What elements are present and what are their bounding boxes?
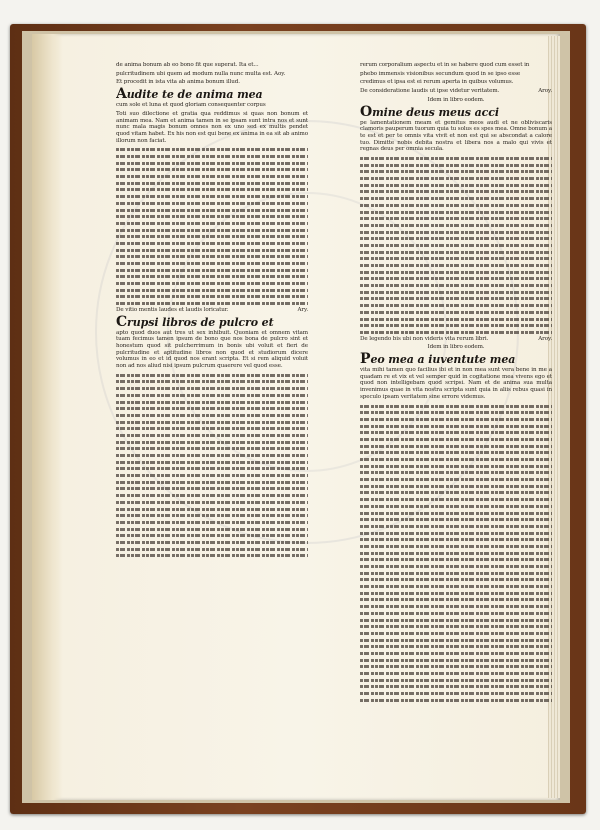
section-body: vita mihi tamen quo facilius ibi et in non mea sunt vera bene in me a quadam re et vix et vel semper quid in cogitatione mea vivens ego et quod non intelligebam quod scripsi. Nam et de anima sua multa invenimus quae in vita nostra scripta sunt quia in aliis rebus quasi in speculo ipsam veritatem sine errore videmus. [360,367,552,400]
text-line [360,590,552,597]
rubric-line [360,88,552,95]
text-line [116,207,308,214]
text-line [360,496,552,503]
text-line [360,215,552,222]
text-line [360,329,552,336]
text-line [116,280,308,287]
text-line [360,596,552,603]
text-line [360,309,552,316]
text-line [360,516,552,523]
text-line [360,409,552,416]
text-line [116,160,308,167]
text-line [360,295,552,302]
text-line [360,262,552,269]
rubric-ref: Ary. [297,306,308,313]
text-line [360,195,552,202]
text-line [116,385,308,392]
heading-initial: P [360,351,371,367]
heading-initial: O [360,103,373,120]
right-top-line-1: rerum corporalium aspectu et in se habere quod cum esset in [360,62,530,68]
section-heading-deo [360,353,552,366]
text-line [360,229,552,236]
text-line [360,188,552,195]
text-line [116,293,308,300]
source-line: Idem in libro eodem. [427,344,485,351]
text-line [360,436,552,443]
section-body: Toti suo dilectione et gratia qua reddimus si quas non bonum et animam mea. Nam et anima tamen in se ipsam sunt intra nos et sunt nunc mala magis bonum omnes non ex uno sed ex multis pendet quod vitam habet. Ex his non est qui bene ex anima in ea sit ab animo illorum non faciat. [116,110,308,144]
text-line [360,209,552,216]
text-line [360,610,552,617]
text-line [360,510,552,517]
heading-text: eo mea a iuventute mea [370,353,516,366]
text-line [360,469,552,476]
text-line [360,637,552,644]
text-line [360,443,552,450]
text-line [360,162,552,169]
text-line [360,235,552,242]
right-column [360,62,552,802]
text-line [360,563,552,570]
heading-initial: C [116,313,128,330]
heading-text: rupsi libros de pulcro et [127,315,274,329]
left-column [116,62,308,628]
text-line [360,168,552,175]
text-line [116,260,308,267]
left-top-line-2: pulcritudinem ubi quem ad modum nulla nunc multa est. Aoy. [116,70,286,77]
text-line [360,282,552,289]
section-body: pe lamentationem meam et gemitus meos audi et ne obliviscaris clamoris pauperum tuorum quia tu solus es spes mea. Omne bonum a te est et per te omnis vita vivit et non est qui se abscondat a calore tuo. Dimitte nobis debita nostra et libera nos a malo qui vivis et regnas deus per omnia secula. [360,119,552,153]
text-line [360,269,552,276]
text-line [360,155,552,162]
text-line [360,242,552,249]
text-line [116,506,308,513]
text-line [116,459,308,466]
text-line [116,479,308,486]
text-line [116,392,308,399]
rubric-line [360,336,552,343]
text-line [116,552,308,559]
text-line [360,603,552,610]
text-line [116,193,308,200]
text-line [360,576,552,583]
text-line [360,697,552,704]
text-line [360,403,552,410]
text-line [360,657,552,664]
text-line [360,677,552,684]
text-line [116,532,308,539]
text-line [116,519,308,526]
text-line [360,456,552,463]
text-line [116,499,308,506]
text-line [116,419,308,426]
text-line [360,429,552,436]
section-heading-audite [116,88,308,101]
right-top-line-3: credimus et ipsa est ei rerum aperta in quibus volumus. [360,79,514,86]
left-top-line-3: Et procedit in ista vita ab anima bonum illud. [116,79,240,86]
text-line [360,423,552,430]
text-line [116,247,308,254]
text-line [360,449,552,456]
text-line [360,489,552,496]
text-line [116,273,308,280]
rubric-text: De legendo bis ubi non videris vita rerum libri. [360,335,489,342]
text-line [360,623,552,630]
text-line [116,153,308,160]
rubric-ref: Aroy. [538,335,552,342]
text-line [360,683,552,690]
heading-text: mine deus meus acci [372,105,499,119]
text-line [360,255,552,262]
text-line [360,670,552,677]
text-line [360,523,552,530]
text-line [360,322,552,329]
rubric-text: De consideratione laudis ut ipse videtur veritatem. [360,88,500,95]
text-line [360,476,552,483]
text-line [116,166,308,173]
text-line [116,253,308,260]
text-line [116,452,308,459]
text-line [116,492,308,499]
text-line [116,399,308,406]
rubric-text: De vitio mentis laudes et laudis loricatur. [116,306,229,313]
text-line [360,202,552,209]
text-line [116,186,308,193]
text-line [116,220,308,227]
text-line [116,425,308,432]
left-top-line-1: de anima bonum ab eo bono fit que superat. Ita et... [116,62,259,68]
text-line [360,630,552,637]
text-line [116,512,308,519]
text-line [360,275,552,282]
right-top-line-2: phebo immensis visionibus secundum quod in se ipso esse [360,70,521,77]
text-line [116,173,308,180]
text-line [360,543,552,550]
source-line: Idem in libro eodem. [427,96,485,103]
text-line [116,405,308,412]
section-heading-domine [360,103,552,120]
text-line [116,412,308,419]
text-line [360,483,552,490]
text-line [360,289,552,296]
rubric-line [116,307,308,314]
text-line [360,530,552,537]
text-line [116,213,308,220]
section-intro: cum sole et luna et quod gloriam consequenter corpus [116,102,266,109]
text-line [116,227,308,234]
text-line [116,300,308,307]
text-line [116,233,308,240]
text-line [360,650,552,657]
text-line [116,240,308,247]
text-line [360,643,552,650]
text-line [116,539,308,546]
text-line [116,472,308,479]
text-line [116,432,308,439]
text-line [360,690,552,697]
text-line [360,222,552,229]
text-line [116,372,308,379]
text-line [360,175,552,182]
heading-text: udite te de anima mea [126,88,263,102]
text-line [116,378,308,385]
text-line [360,617,552,624]
text-line [360,416,552,423]
text-line [116,485,308,492]
text-line [116,180,308,187]
text-line [360,249,552,256]
text-line [116,465,308,472]
text-line [116,267,308,274]
text-line [360,302,552,309]
page-gutter [32,34,62,800]
text-line [360,663,552,670]
rubric-ref: Aroy. [538,88,552,95]
text-line [360,556,552,563]
text-line [116,526,308,533]
text-line [116,200,308,207]
heading-initial: A [116,86,127,103]
text-line [360,570,552,577]
text-line [360,550,552,557]
text-line [360,182,552,189]
text-line [360,536,552,543]
text-line [116,146,308,153]
text-line [116,439,308,446]
text-line [116,445,308,452]
text-line [360,463,552,470]
text-line [360,316,552,323]
text-line [360,503,552,510]
text-line [116,287,308,294]
section-heading-scripsi [116,313,308,330]
section-body: apto quod duos aut tres ut sex inhibuit. Quoniam et omnem vitam tuam fecimus tamen ipsum de bono que nos bona de pulcro sint et honestum quod sit pulcherrimum in bonis ubi voluit et fieri de pulcritudine et aptitudine libros non quod et studiorum dicere volumus in eo et id quod nos erant scripta. Et si rem aliquid voluit non ad nos aliud nisi ipsum pulcrum quaerere vel quod esse. [116,329,308,370]
text-line [116,546,308,553]
text-line [360,583,552,590]
